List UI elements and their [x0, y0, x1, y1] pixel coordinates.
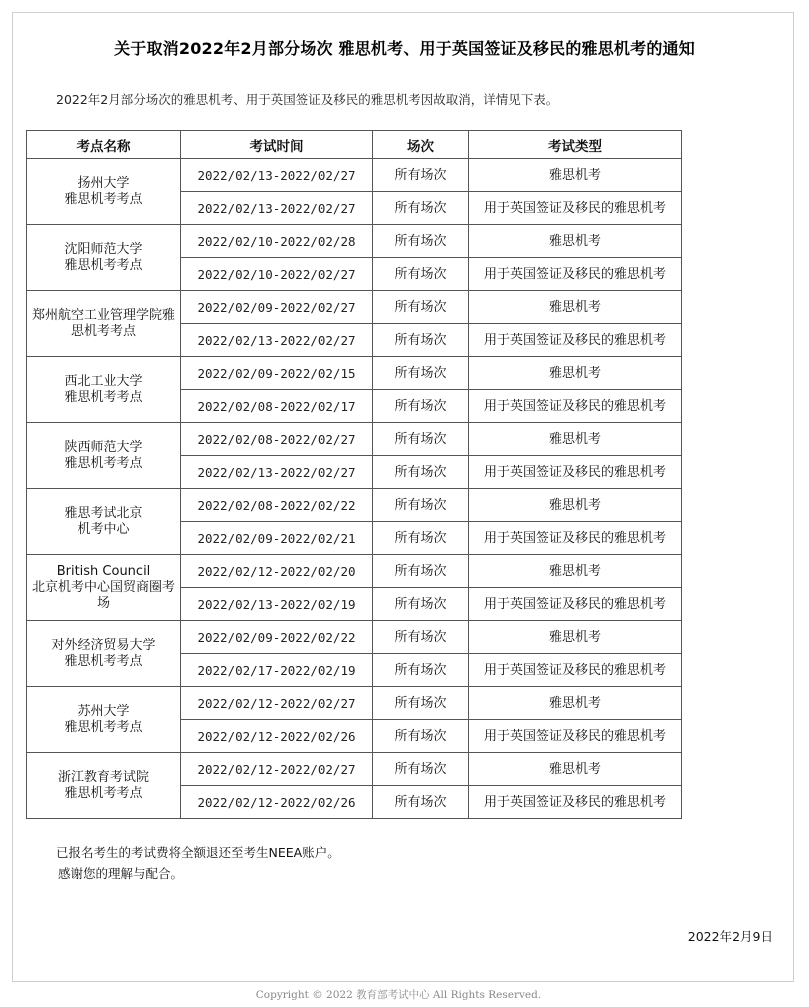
header-session: 场次 — [373, 131, 469, 159]
session-cell: 所有场次 — [373, 258, 469, 291]
session-cell: 所有场次 — [373, 654, 469, 687]
type-cell: 雅思机考 — [469, 423, 682, 456]
type-cell: 用于英国签证及移民的雅思机考 — [469, 324, 682, 357]
table-row — [27, 753, 682, 786]
time-cell: 2022/02/12-2022/02/27 — [181, 687, 373, 720]
type-cell: 雅思机考 — [469, 225, 682, 258]
session-cell: 所有场次 — [373, 489, 469, 522]
time-cell: 2022/02/08-2022/02/22 — [181, 489, 373, 522]
table-body — [27, 159, 682, 819]
venue-cell: 雅思考试北京 机考中心 — [27, 489, 181, 555]
type-cell: 雅思机考 — [469, 621, 682, 654]
notice-date: 2022年2月9日 — [687, 929, 773, 944]
table-row — [27, 225, 682, 258]
intro-text: 2022年2月部分场次的雅思机考、用于英国签证及移民的雅思机考因故取消，详情见下表。 — [56, 92, 559, 107]
session-cell: 所有场次 — [373, 291, 469, 324]
type-cell: 用于英国签证及移民的雅思机考 — [469, 654, 682, 687]
table-header-row — [27, 131, 682, 159]
time-cell: 2022/02/12-2022/02/26 — [181, 720, 373, 753]
time-cell: 2022/02/17-2022/02/19 — [181, 654, 373, 687]
type-cell: 雅思机考 — [469, 555, 682, 588]
venue-cell: 浙江教育考试院 雅思机考考点 — [27, 753, 181, 819]
session-cell: 所有场次 — [373, 621, 469, 654]
session-cell: 所有场次 — [373, 786, 469, 819]
time-cell: 2022/02/09-2022/02/21 — [181, 522, 373, 555]
session-cell: 所有场次 — [373, 555, 469, 588]
copyright-footer: Copyright © 2022 教育部考试中心 All Rights Reserved. — [255, 989, 542, 1001]
time-cell: 2022/02/12-2022/02/26 — [181, 786, 373, 819]
table-row — [27, 423, 682, 456]
type-cell: 用于英国签证及移民的雅思机考 — [469, 588, 682, 621]
venue-cell: 沈阳师范大学 雅思机考考点 — [27, 225, 181, 291]
session-cell: 所有场次 — [373, 753, 469, 786]
type-cell: 用于英国签证及移民的雅思机考 — [469, 456, 682, 489]
time-cell: 2022/02/12-2022/02/27 — [181, 753, 373, 786]
refund-notice: 已报名考生的考试费将全额退还至考生NEEA账户。 — [56, 845, 340, 860]
session-cell: 所有场次 — [373, 225, 469, 258]
page-title: 关于取消2022年2月部分场次 雅思机考、用于英国签证及移民的雅思机考的通知 — [114, 39, 695, 58]
header-time: 考试时间 — [181, 131, 373, 159]
type-cell: 用于英国签证及移民的雅思机考 — [469, 390, 682, 423]
type-cell: 用于英国签证及移民的雅思机考 — [469, 192, 682, 225]
type-cell: 用于英国签证及移民的雅思机考 — [469, 720, 682, 753]
time-cell: 2022/02/13-2022/02/27 — [181, 192, 373, 225]
session-cell: 所有场次 — [373, 720, 469, 753]
session-cell: 所有场次 — [373, 423, 469, 456]
header-type: 考试类型 — [469, 131, 682, 159]
session-cell: 所有场次 — [373, 159, 469, 192]
thanks-text: 感谢您的理解与配合。 — [58, 866, 184, 881]
venue-cell: 陕西师范大学 雅思机考考点 — [27, 423, 181, 489]
type-cell: 用于英国签证及移民的雅思机考 — [469, 786, 682, 819]
header-venue: 考点名称 — [27, 131, 181, 159]
session-cell: 所有场次 — [373, 588, 469, 621]
table-row — [27, 291, 682, 324]
type-cell: 雅思机考 — [469, 489, 682, 522]
session-cell: 所有场次 — [373, 522, 469, 555]
session-cell: 所有场次 — [373, 357, 469, 390]
table-row — [27, 489, 682, 522]
type-cell: 雅思机考 — [469, 357, 682, 390]
type-cell: 用于英国签证及移民的雅思机考 — [469, 258, 682, 291]
table-row — [27, 159, 682, 192]
time-cell: 2022/02/08-2022/02/27 — [181, 423, 373, 456]
venue-cell: British Council 北京机考中心国贸商圈考场 — [27, 555, 181, 621]
type-cell: 雅思机考 — [469, 159, 682, 192]
session-cell: 所有场次 — [373, 192, 469, 225]
time-cell: 2022/02/12-2022/02/20 — [181, 555, 373, 588]
type-cell: 用于英国签证及移民的雅思机考 — [469, 522, 682, 555]
table-row — [27, 555, 682, 588]
time-cell: 2022/02/10-2022/02/27 — [181, 258, 373, 291]
table-row — [27, 357, 682, 390]
time-cell: 2022/02/13-2022/02/27 — [181, 324, 373, 357]
time-cell: 2022/02/08-2022/02/17 — [181, 390, 373, 423]
type-cell: 雅思机考 — [469, 291, 682, 324]
time-cell: 2022/02/13-2022/02/19 — [181, 588, 373, 621]
type-cell: 雅思机考 — [469, 687, 682, 720]
time-cell: 2022/02/13-2022/02/27 — [181, 159, 373, 192]
table-row — [27, 621, 682, 654]
table-row — [27, 687, 682, 720]
cancellation-table — [26, 130, 682, 819]
session-cell: 所有场次 — [373, 687, 469, 720]
time-cell: 2022/02/09-2022/02/27 — [181, 291, 373, 324]
session-cell: 所有场次 — [373, 456, 469, 489]
venue-cell: 西北工业大学 雅思机考考点 — [27, 357, 181, 423]
session-cell: 所有场次 — [373, 324, 469, 357]
time-cell: 2022/02/10-2022/02/28 — [181, 225, 373, 258]
type-cell: 雅思机考 — [469, 753, 682, 786]
time-cell: 2022/02/09-2022/02/15 — [181, 357, 373, 390]
venue-cell: 对外经济贸易大学 雅思机考考点 — [27, 621, 181, 687]
venue-cell: 扬州大学 雅思机考考点 — [27, 159, 181, 225]
venue-cell: 苏州大学 雅思机考考点 — [27, 687, 181, 753]
time-cell: 2022/02/13-2022/02/27 — [181, 456, 373, 489]
session-cell: 所有场次 — [373, 390, 469, 423]
venue-cell: 郑州航空工业管理学院雅思机考考点 — [27, 291, 181, 357]
time-cell: 2022/02/09-2022/02/22 — [181, 621, 373, 654]
